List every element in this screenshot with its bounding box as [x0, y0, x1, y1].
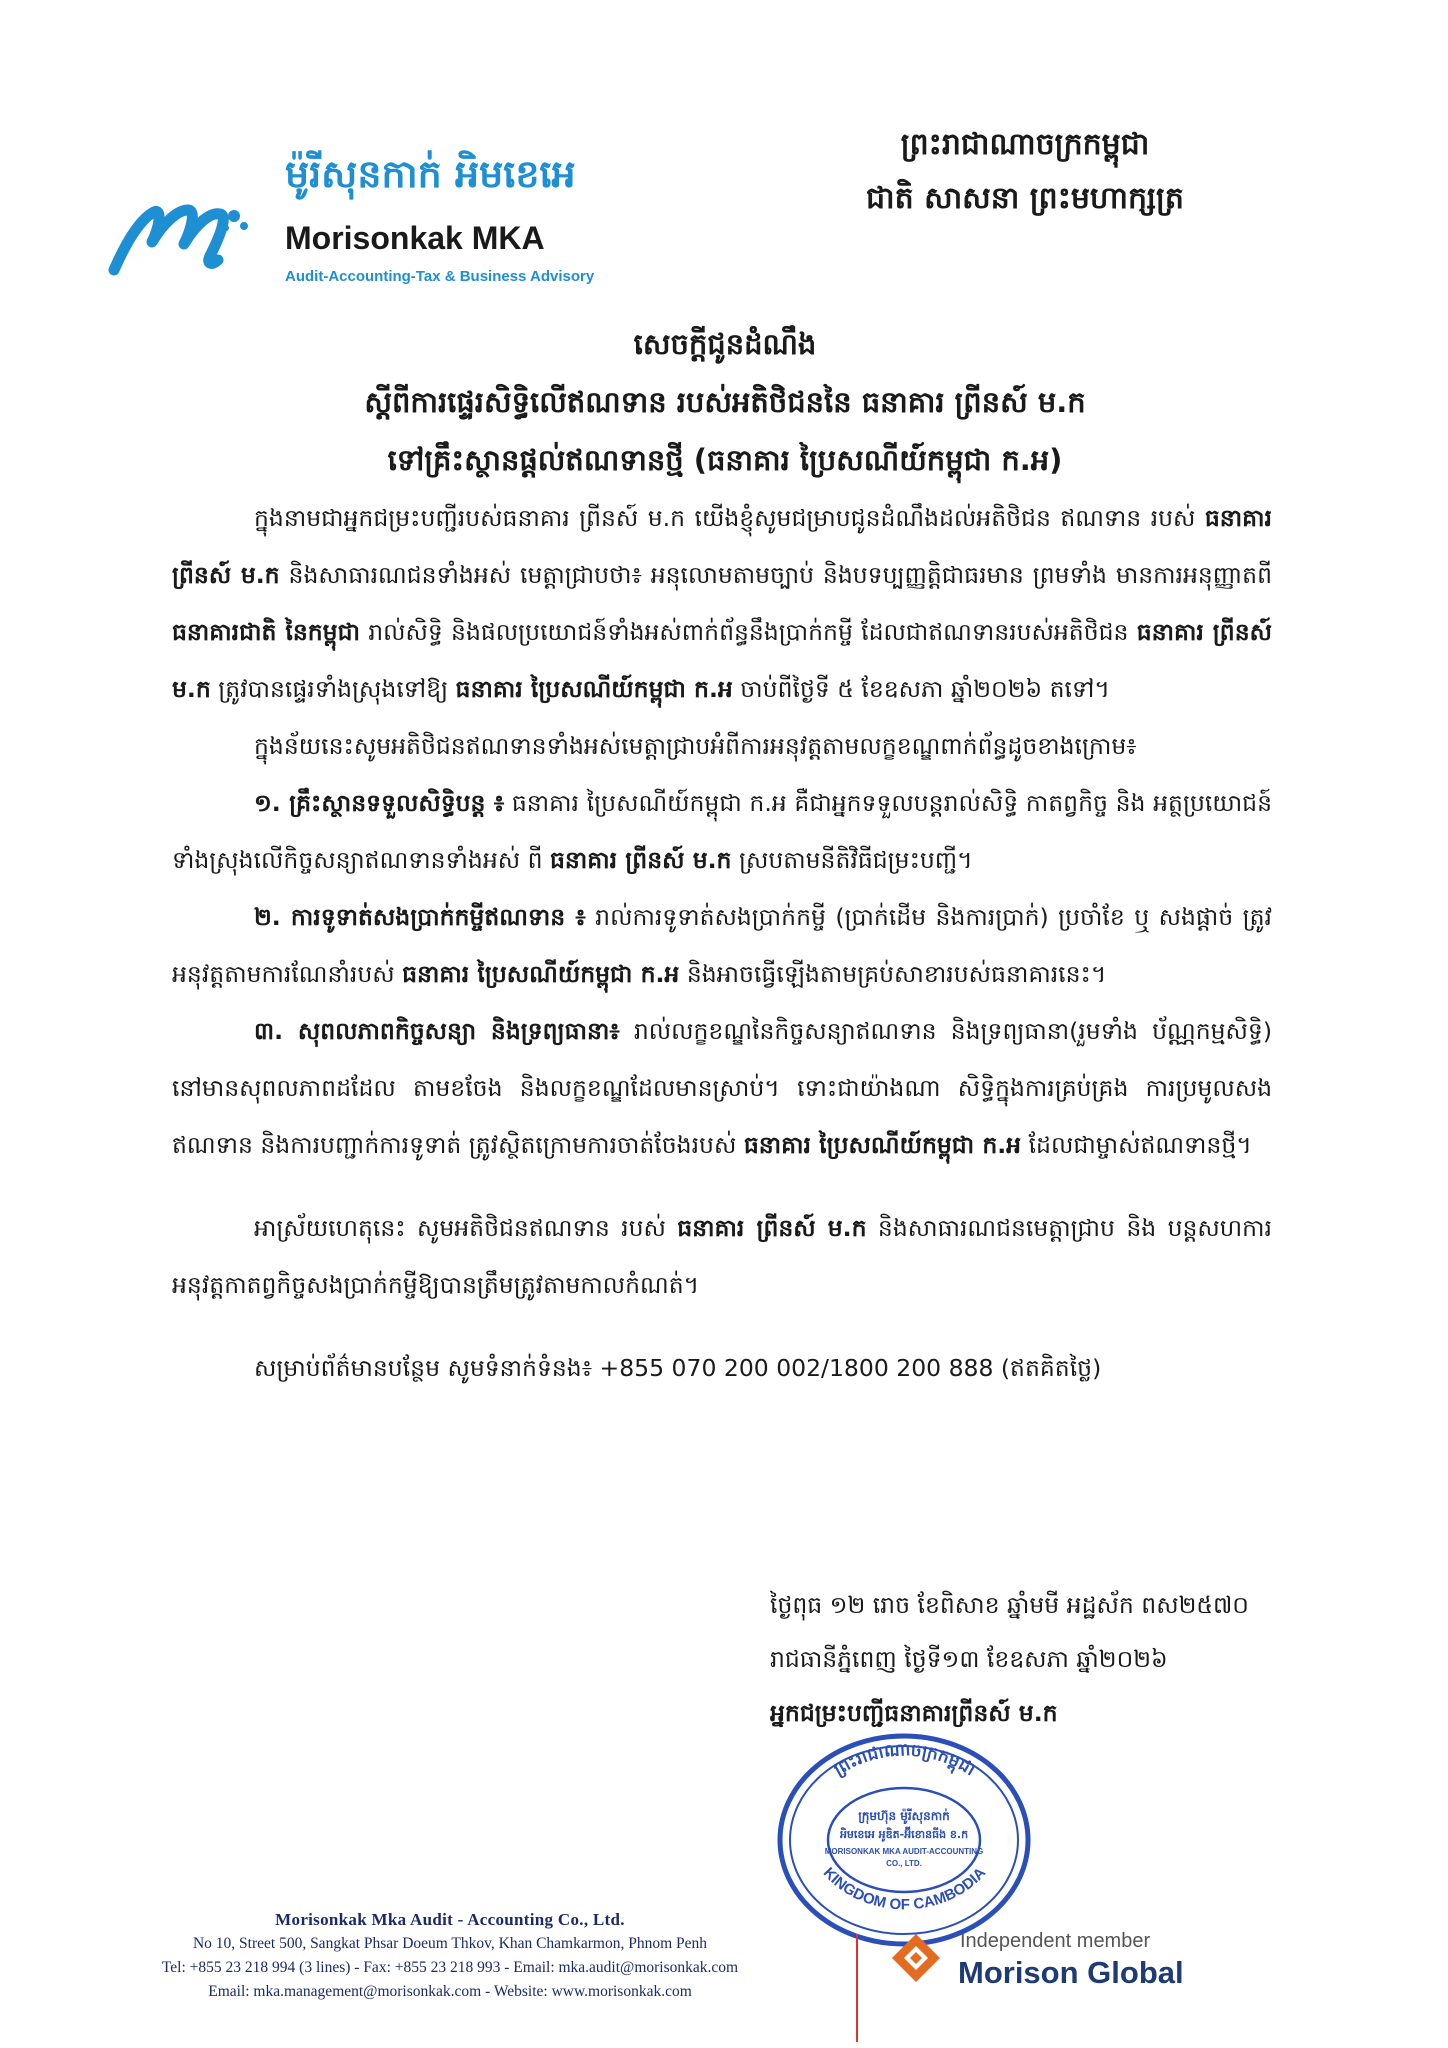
bank-name: ធនាគារ ព្រីនស៍ ម.ក — [550, 846, 732, 874]
title-line-2: ស្តីពីការផ្ទេរសិទ្ធិលើឥណទាន របស់អតិថិជននៃ ធនាគារ ព្រីនស៍ ម.ក — [364, 385, 1086, 419]
text: និងសាធារណជនទាំងអស់ មេត្តាជ្រាបថា៖ អនុលោមតាមច្បាប់ និងបទប្បញ្ញត្តិជាធរមាន ព្រមទាំង មានការអនុញ្ញាតពី — [279, 561, 1272, 589]
title-line-3: ទៅគ្រឹះស្ថានផ្តល់ឥណទានថ្មី (ធនាគារ ប្រៃសណីយ៍កម្ពុជា ក.អ) — [387, 443, 1063, 477]
new-bank-name: ធនាគារ ប្រៃសណីយ៍កម្ពុជា ក.អ — [402, 960, 680, 988]
paragraph-3 — [172, 1200, 1272, 1314]
seal-company-kh-2: អិមខេអេ អូឌិត-អ៊ីខោនធីង ខ.ក — [839, 1828, 969, 1841]
logo-khmer-name: ម៉ូរីសុនកាក់ អិមខេអេ — [285, 152, 576, 196]
logo-company-name: Morisonkak MKA — [285, 220, 545, 256]
bank-name: ធនាគារ ព្រីនស៍ ម.ក — [677, 1214, 867, 1242]
footer-company-name: Morisonkak Mka Audit - Accounting Co., Ltd. — [275, 1910, 625, 1929]
list-item-2 — [172, 889, 1272, 1003]
list-item-1 — [172, 775, 1272, 889]
list-item-3 — [172, 1003, 1272, 1174]
footer-email-management: Email: mka.management@morisonkak.com — [208, 1983, 482, 2000]
text: រាល់លក្ខខណ្ឌនៃកិច្ចសន្យាឥណទាន និងទ្រព្យធានា(រួមទាំង ប័ណ្ណកម្មសិទ្ធិ) នៅមានសុពលភាពដដែល តាមខចែង និងលក្ខខណ្ឌដែលមានស្រាប់។ ទោះជាយ៉ាងណា សិទ្ធិក្នុងការគ្រប់គ្រង ការប្រមូលសងឥណទាន និងការបញ្ជាក់ការទូទាត់ ត្រូវស្ថិតក្រោមការចាត់ចែងរបស់ — [172, 1017, 1272, 1159]
footer-address: No 10, Street 500, Sangkat Phsar Doeum Thkov, Khan Chamkarmon, Phnom Penh — [192, 1935, 708, 1952]
item-label: ១. គ្រឹះស្ថានទទួលសិទ្ធិបន្ត ៖ — [254, 789, 505, 817]
footer-fax: Fax: +855 23 218 993 — [363, 1959, 501, 1976]
text: ដែលជាម្ចាស់ឥណទានថ្មី។ — [1021, 1131, 1252, 1159]
new-bank-name: ធនាគារ ប្រៃសណីយ៍កម្ពុជា ក.អ — [743, 1131, 1022, 1159]
bank-name: ធនាគារ ព្រីនស៍ ម.ក — [172, 504, 1272, 589]
text: រាល់ការទូទាត់សងប្រាក់កម្ចី (ប្រាក់ដើម និងការប្រាក់) ប្រចាំខែ ឬ សងផ្តាច់ ត្រូវអនុវត្តតាមការណែនាំរបស់ — [172, 903, 1272, 988]
hotline-number: +855 070 200 002/1800 200 888 — [599, 1354, 994, 1382]
signature-block — [770, 1578, 1330, 1740]
text: សម្រាប់ព័ត៌មានបន្ថែម សូមទំនាក់ទំនង៖ — [254, 1354, 600, 1382]
notice-body — [172, 490, 1272, 1397]
text: និងអាចធ្វើឡើងតាមគ្រប់សាខារបស់ធនាគារនេះ។ — [679, 960, 1107, 988]
lunar-date: ថ្ងៃពុធ ១២ រោច ខែពិសាខ ឆ្នាំមមី អដ្ឋស័ក ពស២៥៧០ — [770, 1591, 1249, 1619]
footer-divider-line — [856, 1934, 858, 2042]
seal-company-kh-1: ក្រុមហ៊ុន ម៉ូរីសុនកាក់ — [858, 1809, 950, 1823]
text: ត្រូវបានផ្ទេរទាំងស្រុងទៅឱ្យ — [210, 675, 456, 703]
kingdom-line-1: ព្រះរាជាណាចក្រកម្ពុជា — [900, 127, 1150, 162]
title-line-1: សេចក្តីជូនដំណឹង — [633, 327, 817, 361]
seal-top-text: ព្រះរាជាណាចក្រកម្ពុជា — [830, 1740, 979, 1781]
bank-name: ធនាគារ ព្រីនស៍ ម.ក — [172, 618, 1273, 703]
text: ធនាគារ ប្រៃសណីយ៍កម្ពុជា ក.អ គឺជាអ្នកទទួលបន្តរាល់សិទ្ធិ កាតព្វកិច្ច និង អត្ថប្រយោជន៍ទាំងស្រុងលើកិច្ចសន្យាឥណទានទាំងអស់ ពី — [172, 789, 1272, 874]
item-label: ២. ការទូទាត់សងប្រាក់កម្ចីឥណទាន ៖ — [254, 903, 586, 931]
text: អាស្រ័យហេតុនេះ សូមអតិថិជនឥណទាន របស់ — [254, 1214, 678, 1242]
footer-tel: Tel: +855 23 218 994 (3 lines) — [161, 1959, 351, 1976]
company-footer — [70, 1908, 830, 2004]
footer-web: Email: mka.management@morisonkak.com - Website: www.morisonkak.com — [208, 1983, 692, 2000]
text: ក្នុងនាមជាអ្នកជម្រះបញ្ជីរបស់ធនាគារ ព្រីនស៍ ម.ក យើងខ្ញុំសូមជម្រាបជូនដំណឹងដល់អតិថិជន ឥណទាន របស់ — [254, 504, 1205, 532]
text: និងសាធារណជនមេត្តាជ្រាប និង បន្តសហការអនុវត្តកាតព្វកិច្ចសងប្រាក់កម្ចីឱ្យបានត្រឹមត្រូវតាមកាលកំណត់។ — [172, 1214, 1272, 1299]
text: រាល់សិទ្ធិ និងផលប្រយោជន៍ទាំងអស់ពាក់ព័ន្ធនឹងប្រាក់កម្ចី ដែលជាឥណទានរបស់អតិថិជន — [359, 618, 1137, 646]
morisonkak-logo-icon — [108, 178, 258, 288]
morison-global-logo-icon — [888, 1930, 944, 1986]
footer-contacts: Tel: +855 23 218 994 (3 lines) - Fax: +855 23 218 993 - Email: mka.audit@morisonkak.com — [161, 1959, 739, 1976]
text: (ឥតគិតថ្លៃ) — [993, 1354, 1102, 1382]
seal-company-en-2: CO., LTD. — [886, 1859, 922, 1868]
kingdom-heading — [790, 118, 1260, 226]
central-bank-name: ធនាគារជាតិ នៃកម្ពុជា — [172, 618, 360, 646]
paragraph-1 — [172, 490, 1272, 718]
paragraph-2: ក្នុងន័យនេះសូមអតិថិជនឥណទានទាំងអស់មេត្តាជ្រាបអំពីការអនុវត្តតាមលក្ខខណ្ឌពាក់ព័ន្ធដូចខាងក្រោម៖ — [254, 732, 1137, 760]
seal-bottom-text: KINGDOM OF CAMBODIA — [819, 1864, 990, 1914]
member-network-name: Morison Global — [958, 1955, 1184, 1990]
signer-title: អ្នកជម្រះបញ្ជីធនាគារព្រីនស៍ ម.ក — [770, 1699, 1058, 1727]
contact-line — [172, 1340, 1272, 1397]
text: ស្របតាមនីតិវិធីជម្រះបញ្ជី។ — [731, 846, 973, 874]
kingdom-line-2: ជាតិ សាសនា ព្រះមហាក្សត្រ — [866, 181, 1184, 216]
seal-company-en: MORISONKAK MKA AUDIT-ACCOUNTING — [824, 1847, 984, 1856]
notice-title — [100, 315, 1350, 489]
logo-tagline: Audit-Accounting-Tax & Business Advisory — [285, 268, 595, 285]
text: ចាប់ពីថ្ងៃទី ៥ ខែឧសភា ឆ្នាំ២០២៦ តទៅ។ — [732, 675, 1110, 703]
new-bank-name: ធនាគារ ប្រៃសណីយ៍កម្ពុជា ក.អ — [455, 675, 733, 703]
city-date: រាជធានីភ្នំពេញ ថ្ងៃទី១៣ ខែឧសភា ឆ្នាំ២០២៦ — [770, 1645, 1168, 1673]
footer-email-audit: Email: mka.audit@morisonkak.com — [513, 1959, 739, 1976]
footer-website: Website: www.morisonkak.com — [493, 1983, 692, 2000]
item-label: ៣. សុពលភាពកិច្ចសន្យា និងទ្រព្យធានា៖ — [254, 1017, 620, 1045]
member-label: Independent member — [960, 1930, 1151, 1952]
